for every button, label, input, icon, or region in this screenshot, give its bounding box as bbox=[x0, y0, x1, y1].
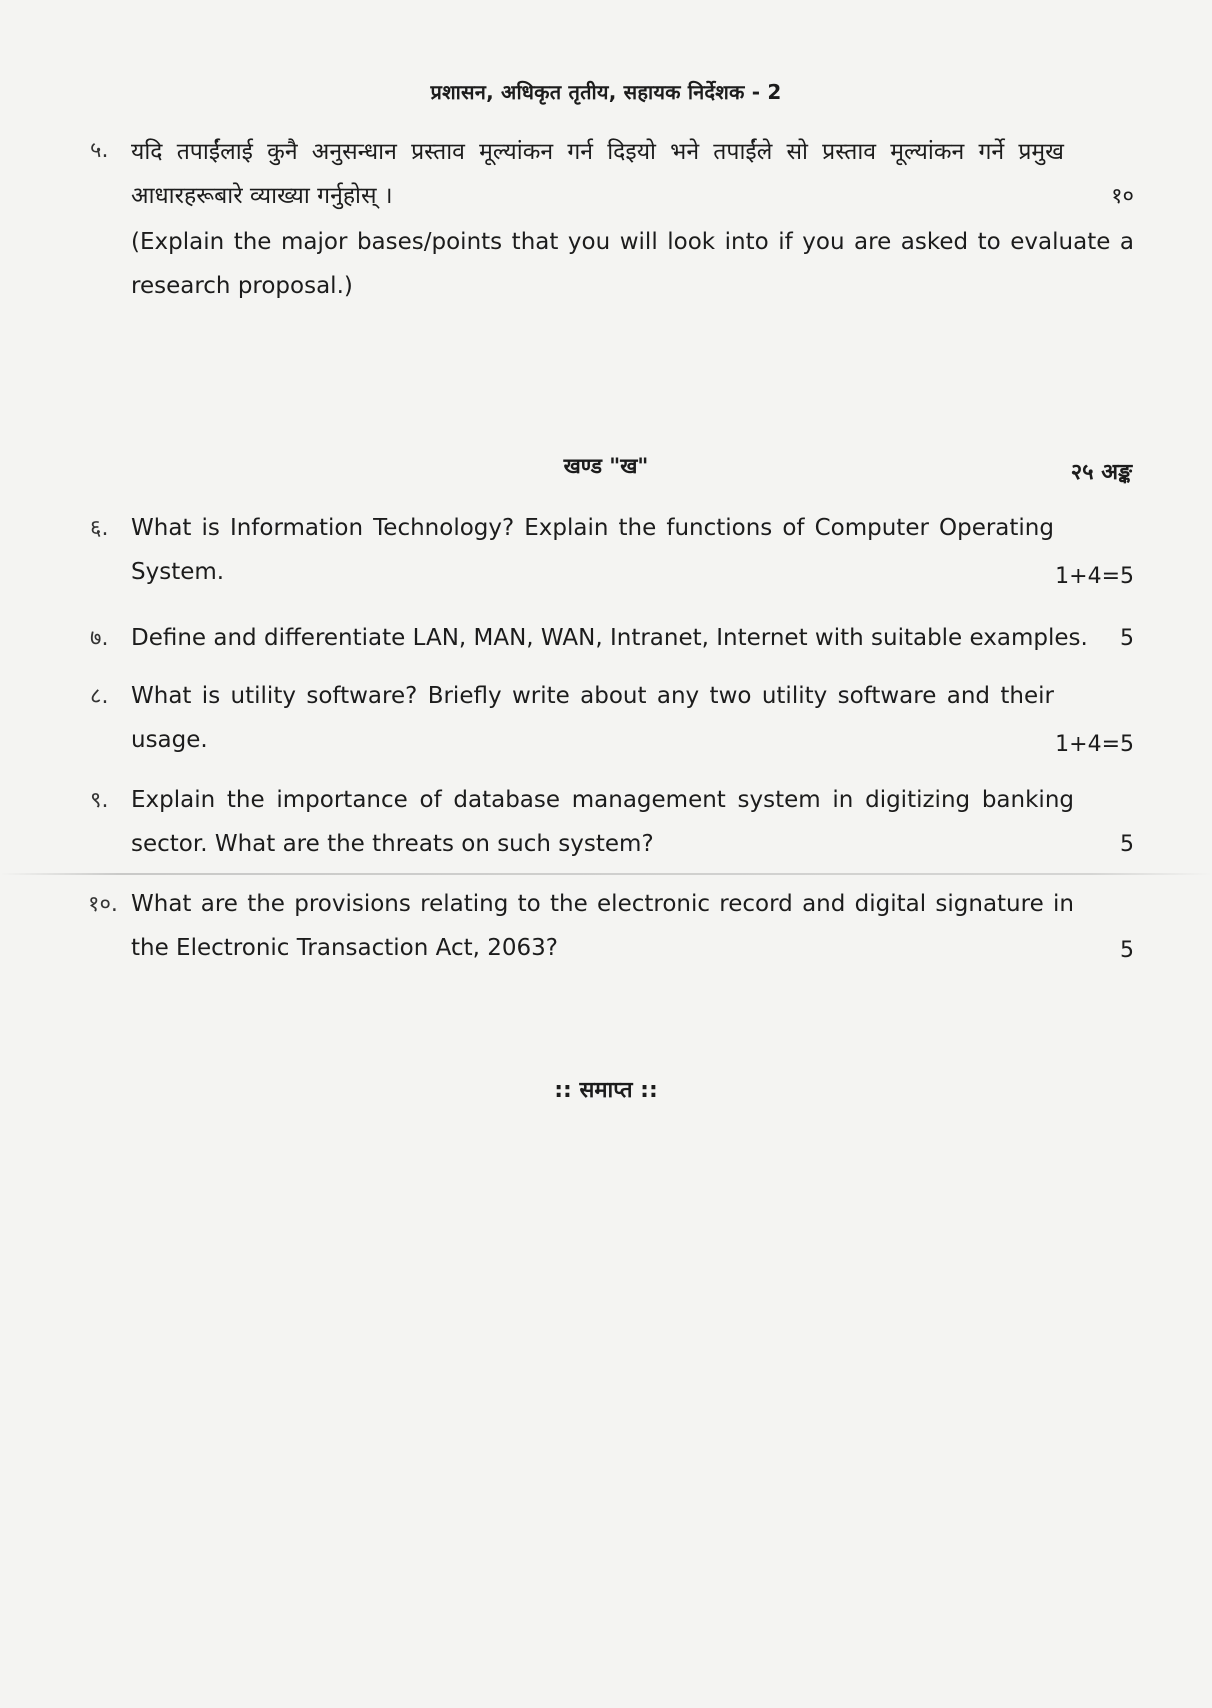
question-text: What is Information Technology? Explain the functions of Computer Operating System. bbox=[131, 515, 1054, 585]
question-10 bbox=[90, 882, 1134, 972]
question-5 bbox=[90, 130, 1134, 310]
end-marker: :: समाप्त :: bbox=[554, 1078, 658, 1103]
question-marks: 1+4=5 bbox=[1055, 564, 1134, 589]
question-marks: 5 bbox=[1120, 626, 1134, 651]
question-text bbox=[131, 130, 1134, 308]
question-6 bbox=[90, 506, 1134, 596]
question-text-english: (Explain the major bases/points that you will look into if you are asked to evaluate a research proposal.) bbox=[131, 229, 1134, 299]
question-number: ९. bbox=[90, 788, 109, 813]
question-text-nepali: यदि तपाईंलाई कुनै अनुसन्धान प्रस्ताव मूल्यांकन गर्न दिइयो भने तपाईंले सो प्रस्ताव मूल्यांकन गर्ने प्रमुख आधारहरूबारे व्याख्या गर्नुहोस् । bbox=[131, 139, 1064, 209]
question-text: Define and differentiate LAN, MAN, WAN, Intranet, Internet with suitable examples. bbox=[131, 625, 1088, 651]
question-marks: 5 bbox=[1120, 832, 1134, 857]
question-7 bbox=[90, 616, 1134, 662]
question-number: १०. bbox=[88, 892, 118, 917]
section-marks: २५ अङ्क bbox=[1070, 460, 1132, 485]
question-text: What is utility software? Briefly write about any two utility software and their usage. bbox=[131, 683, 1054, 753]
question-text: What are the provisions relating to the electronic record and digital signature in the Electronic Transaction Act, 2063? bbox=[131, 891, 1074, 961]
question-marks: 5 bbox=[1120, 938, 1134, 963]
question-9 bbox=[90, 778, 1134, 868]
question-number: ६. bbox=[90, 516, 109, 541]
question-marks: 1+4=5 bbox=[1055, 732, 1134, 757]
question-number: ५. bbox=[90, 138, 109, 163]
section-title: खण्ड "ख" bbox=[563, 454, 649, 478]
question-number: ७. bbox=[90, 626, 109, 651]
question-number: ८. bbox=[90, 684, 109, 709]
scan-artifact-line bbox=[0, 873, 1212, 875]
question-marks: १० bbox=[1111, 184, 1134, 209]
question-text: Explain the importance of database management system in digitizing banking sector. What are the threats on such system? bbox=[131, 787, 1074, 857]
question-8 bbox=[90, 674, 1134, 764]
page-header: प्रशासन, अधिकृत तृतीय, सहायक निर्देशक - 2 bbox=[430, 80, 782, 104]
